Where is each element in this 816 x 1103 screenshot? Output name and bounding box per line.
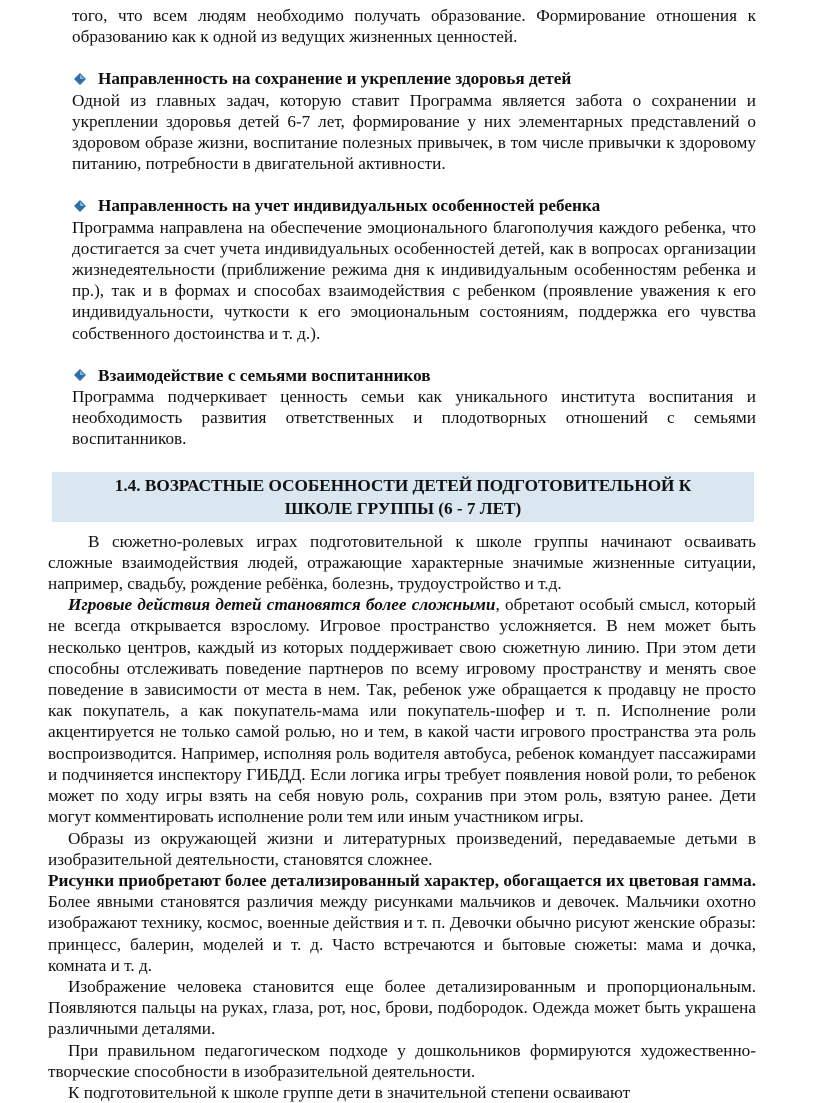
body-paragraph: Изображение человека становится еще более детализированным и пропорциональным. Появляются пальцы на руках, глаза, рот, нос, брови, подбородок. Одежда может быть украшена различными деталями. [48,976,756,1039]
section-text: Одной из главных задач, которую ставит Программа является забота о сохранении и укреплении здоровья детей 6-7 лет, формирование у них элементарных представлений о здоровом образе жизни, воспитание полезных привычек, в том числе привычки к здоровому питанию, потребности в двигательной активности. [72,90,756,174]
chapter-banner [52,472,754,522]
paragraph-lead: Рисунки приобретают более детализированный характер, обогащается их цветовая гамма. [48,870,756,890]
diamond-bullet-icon [74,73,86,85]
section-title: Направленность на сохранение и укрепление здоровья детей [98,69,572,89]
section-text: Программа подчеркивает ценность семьи как уникального института воспитания и необходимость развития ответственных и плодотворных отношений с семьями воспитанников. [72,387,756,449]
section-text: Программа направлена на обеспечение эмоционального благополучия каждого ребенка, что достигается за счет учета индивидуальных особенностей детей, как в вопросах организации жизнедеятельности (приближение режима дня к индивидуальным особенностям ребенка и пр.), так и в формах и способах взаимодействия с ребенком (проявление уважения к его индивидуальности, чуткости к его эмоциональным состояниям, поддержка его чувства собственного достоинства и т. д.). [72,217,756,343]
section-heading-individual [72,195,756,216]
diamond-bullet-icon [74,200,86,212]
section-heading-families [72,365,756,386]
body-paragraph [48,594,756,827]
body-paragraph: К подготовительной к школе группе дети в значительной степени осваивают [68,1082,631,1102]
section-title: Взаимодействие с семьями воспитанников [98,365,431,385]
document-page [48,0,756,1103]
chapter-title-line-1: 1.4. ВОЗРАСТНЫЕ ОСОБЕННОСТИ ДЕТЕЙ ПОДГОТОВИТЕЛЬНОЙ К [114,475,692,495]
diamond-bullet-icon [74,369,86,381]
chapter-title-line-2: ШКОЛЕ ГРУППЫ (6 - 7 ЛЕТ) [284,498,522,518]
body-paragraph: Образы из окружающей жизни и литературных произведений, передаваемые детьми в изобразительной деятельности, становятся сложнее. [48,828,756,869]
chapter-body [48,531,756,1103]
body-paragraph: В сюжетно-ролевых играх подготовительной к школе группы начинают осваивать сложные взаимодействия людей, отражающие характерные значимые жизненные ситуации, например, свадьбу, рождение ребёнка, болезнь, трудоустройство и т.д. [48,531,756,594]
section-heading-health [72,68,756,89]
body-paragraph [48,870,756,976]
section-title: Направленность на учет индивидуальных особенностей ребенка [98,196,601,216]
paragraph-rest: , обретают особый смысл, который не всегда открывается взрослому. Игровое пространство усложняется. В нем может быть несколько центров, каждый из которых поддерживает свою сюжетную линию. При этом дети способны отслеживать поведение партнеров по всему игровому пространству и менять свое поведение в зависимости от места в нем. Так, ребенок уже обращается к продавцу не просто как покупатель, а как покупатель-мама или покупатель-шофер и т. п. Исполнение роли акцентируется не только самой ролью, но и тем, в какой части игрового пространства эта роль воспроизводится. Например, исполняя роль водителя автобуса, ребенок командует пассажирами и подчиняется инспектору ГИБДД. Если логика игры требует появления новой роли, то ребенок может по ходу игры взять на себя новую роль, сохранив при этом роль, взятую ранее. Дети могут комментировать исполнение роли тем или иным участником игры. [48,595,756,827]
body-paragraph: При правильном педагогическом подходе у дошкольников формируются художественно-творческие способности в изобразительной деятельности. [48,1040,756,1081]
intro-paragraph: того, что всем людям необходимо получать образование. Формирование отношения к образованию как к одной из ведущих жизненных ценностей. [72,6,756,47]
paragraph-lead: Игровые действия детей становятся более сложными [68,595,496,615]
paragraph-rest: Более явными становятся различия между рисунками мальчиков и девочек. Мальчики охотно изображают технику, космос, военные действия и т. п. Девочки обычно рисуют женские образы: принцесс, балерин, моделей и т. д. Часто встречаются и бытовые сюжеты: мама и дочка, комната и т. д. [48,892,756,975]
